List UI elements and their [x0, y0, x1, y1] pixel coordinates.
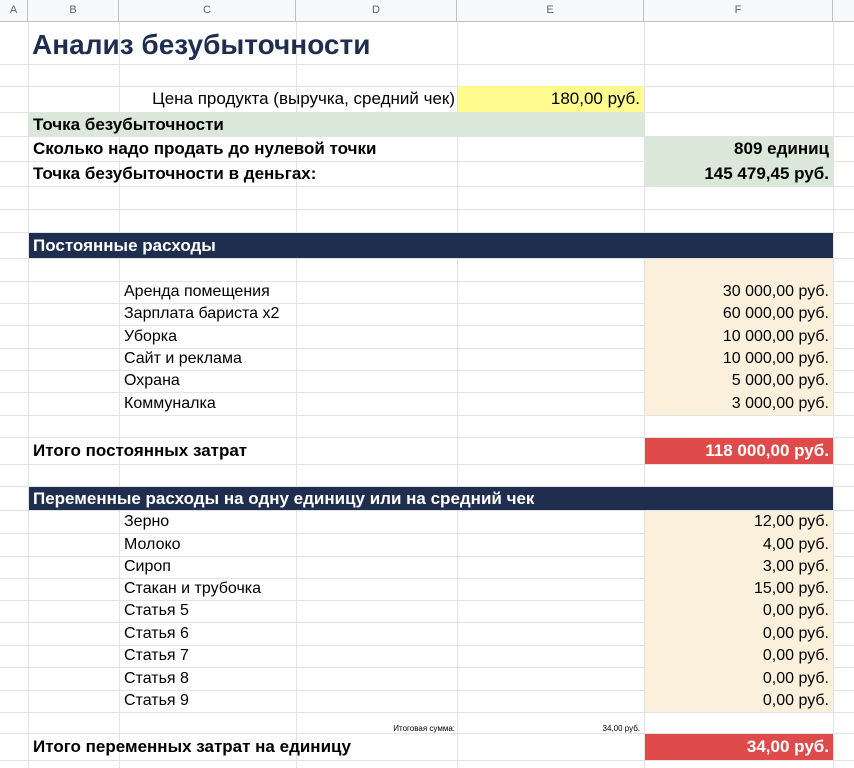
item-value[interactable]: 10 000,00 руб.	[722, 328, 829, 345]
item-label[interactable]: Статья 6	[124, 625, 189, 642]
breakeven-units-label[interactable]: Сколько надо продать до нулевой точки	[33, 139, 377, 158]
page-title[interactable]: Анализ безубыточности	[32, 29, 371, 60]
item-value[interactable]: 5 000,00 руб.	[731, 372, 829, 389]
variable-total-label[interactable]: Итого переменных затрат на единицу	[33, 737, 351, 756]
column-header-f[interactable]: F	[644, 0, 833, 21]
variable-subtotal-label[interactable]: Итоговая сумма:	[393, 724, 455, 733]
item-value[interactable]: 30 000,00 руб.	[722, 283, 829, 300]
breakeven-units-value[interactable]: 809 единиц	[645, 137, 833, 161]
item-label[interactable]: Статья 5	[124, 602, 189, 619]
breakeven-money-value[interactable]: 145 479,45 руб.	[645, 162, 833, 186]
item-value[interactable]: 4,00 руб.	[762, 536, 829, 553]
item-value[interactable]: 12,00 руб.	[754, 513, 829, 530]
variable-costs-header[interactable]: Переменные расходы на одну единицу или на средний чек	[29, 487, 833, 510]
item-label[interactable]: Сайт и реклама	[124, 350, 242, 367]
item-value[interactable]: 0,00 руб.	[762, 647, 829, 664]
fixed-costs-header[interactable]: Постоянные расходы	[29, 233, 833, 258]
item-label[interactable]: Стакан и трубочка	[124, 580, 262, 597]
column-header-e[interactable]: E	[457, 0, 644, 21]
breakeven-header[interactable]: Точка безубыточности	[29, 113, 644, 136]
item-label[interactable]: Зерно	[124, 513, 170, 530]
item-label[interactable]: Аренда помещения	[124, 283, 270, 300]
item-value[interactable]: 15,00 руб.	[754, 580, 829, 597]
item-label[interactable]: Сироп	[124, 558, 171, 575]
price-label[interactable]: Цена продукта (выручка, средний чек)	[152, 89, 455, 108]
item-value[interactable]: 10 000,00 руб.	[722, 350, 829, 367]
item-value[interactable]: 0,00 руб.	[762, 602, 829, 619]
item-label[interactable]: Молоко	[124, 536, 181, 553]
item-value[interactable]: 60 000,00 руб.	[722, 305, 829, 322]
column-header-b[interactable]: B	[28, 0, 119, 21]
item-label[interactable]: Зарплата бариста х2	[124, 305, 280, 322]
item-value[interactable]: 3,00 руб.	[762, 558, 829, 575]
price-input[interactable]: 180,00 руб.	[458, 86, 644, 112]
fixed-total-label[interactable]: Итого постоянных затрат	[33, 441, 248, 460]
item-label[interactable]: Статья 7	[124, 647, 189, 664]
variable-total-value[interactable]: 34,00 руб.	[645, 734, 833, 760]
breakeven-money-label[interactable]: Точка безубыточности в деньгах:	[33, 164, 317, 183]
column-header-c[interactable]: C	[119, 0, 296, 21]
item-value[interactable]: 0,00 руб.	[762, 625, 829, 642]
item-label[interactable]: Охрана	[124, 372, 180, 389]
column-header-d[interactable]: D	[296, 0, 457, 21]
variable-subtotal-value[interactable]: 34,00 руб.	[602, 724, 640, 733]
column-header-row	[0, 0, 854, 22]
fixed-total-value[interactable]: 118 000,00 руб.	[645, 438, 833, 464]
item-label[interactable]: Статья 8	[124, 670, 189, 687]
item-label[interactable]: Статья 9	[124, 692, 189, 709]
item-value[interactable]: 0,00 руб.	[762, 692, 829, 709]
column-header-a[interactable]: A	[0, 0, 28, 21]
item-value[interactable]: 3 000,00 руб.	[731, 395, 829, 412]
item-label[interactable]: Уборка	[124, 328, 178, 345]
item-value[interactable]: 0,00 руб.	[762, 670, 829, 687]
item-label[interactable]: Коммуналка	[124, 395, 216, 412]
